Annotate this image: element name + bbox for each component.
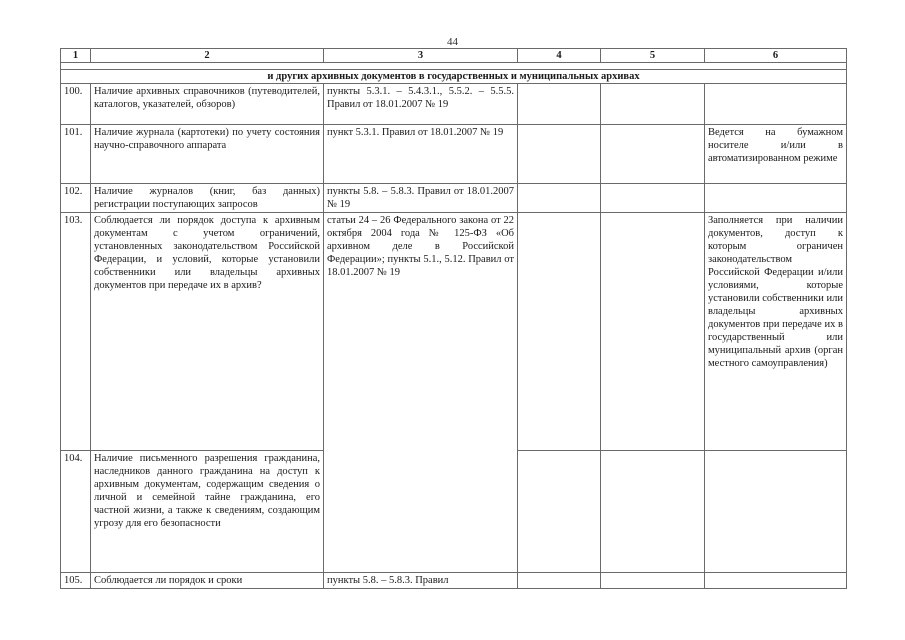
question-cell: Наличие письменного разрешения гражданина, наследников данного гражданина на доступ к архивным документам, содержащим сведения о личной и семейной тайне гражданина, его частной жизни, а также к сведениям, создающим угрозу для его безопасности bbox=[91, 451, 324, 573]
question-cell: Наличие журналов (книг, баз данных) регистрации поступающих запросов bbox=[91, 184, 324, 213]
note-cell bbox=[705, 451, 847, 573]
table-row bbox=[61, 84, 847, 125]
empty-cell bbox=[518, 213, 601, 451]
table-row bbox=[61, 213, 847, 451]
column-header: 2 bbox=[91, 49, 324, 63]
reference-cell: статьи 24 – 26 Федерального закона от 22 октября 2004 года № 125-ФЗ «Об архивном деле в Российской Федерации»; пункты 5.1., 5.12. Правил от 18.01.2007 № 19 bbox=[324, 213, 518, 573]
reference-cell: пункт 5.3.1. Правил от 18.01.2007 № 19 bbox=[324, 125, 518, 184]
row-number: 103. bbox=[61, 213, 91, 451]
question-cell: Соблюдается ли порядок доступа к архивным документам с учетом ограничений, установленных законодательством Российской Федерации, и условий, которые установили собственники или владельцы архивных документов при передаче их в архив? bbox=[91, 213, 324, 451]
empty-cell bbox=[518, 451, 601, 573]
reference-cell: пункты 5.8. – 5.8.3. Правил от 18.01.2007 № 19 bbox=[324, 184, 518, 213]
inspection-table bbox=[60, 48, 847, 589]
empty-cell bbox=[518, 184, 601, 213]
column-header: 3 bbox=[324, 49, 518, 63]
question-cell: Наличие журнала (картотеки) по учету состояния научно-справочного аппарата bbox=[91, 125, 324, 184]
reference-cell: пункты 5.3.1. – 5.4.3.1., 5.5.2. – 5.5.5. Правил от 18.01.2007 № 19 bbox=[324, 84, 518, 125]
column-header: 5 bbox=[601, 49, 705, 63]
spacer-row bbox=[61, 63, 847, 70]
row-number: 102. bbox=[61, 184, 91, 213]
empty-cell bbox=[518, 84, 601, 125]
header-row bbox=[61, 49, 847, 63]
column-header: 4 bbox=[518, 49, 601, 63]
table-row bbox=[61, 573, 847, 589]
column-header: 6 bbox=[705, 49, 847, 63]
question-cell: Соблюдается ли порядок и сроки bbox=[91, 573, 324, 589]
note-cell: Заполняется при наличии документов, доступ к которым ограничен законодательством Российской Федерации и/или условиями, которые установили собственники или владельцы архивных документов при передаче их в государственный или муниципальный архив (орган местного самоуправления) bbox=[705, 213, 847, 451]
empty-cell bbox=[601, 125, 705, 184]
page-number: 44 bbox=[447, 36, 458, 48]
column-header: 1 bbox=[61, 49, 91, 63]
note-cell bbox=[705, 184, 847, 213]
table-row bbox=[61, 125, 847, 184]
empty-cell bbox=[518, 573, 601, 589]
empty-cell bbox=[518, 125, 601, 184]
question-cell: Наличие архивных справочников (путеводителей, каталогов, указателей, обзоров) bbox=[91, 84, 324, 125]
empty-cell bbox=[601, 184, 705, 213]
note-cell bbox=[705, 573, 847, 589]
reference-cell: пункты 5.8. – 5.8.3. Правил bbox=[324, 573, 518, 589]
note-cell: Ведется на бумажном носителе и/или в автоматизированном режиме bbox=[705, 125, 847, 184]
empty-cell bbox=[601, 213, 705, 451]
note-cell bbox=[705, 84, 847, 125]
row-number: 105. bbox=[61, 573, 91, 589]
empty-cell bbox=[601, 451, 705, 573]
row-number: 101. bbox=[61, 125, 91, 184]
row-number: 104. bbox=[61, 451, 91, 573]
table-row bbox=[61, 184, 847, 213]
row-number: 100. bbox=[61, 84, 91, 125]
section-row bbox=[61, 70, 847, 84]
section-title: и других архивных документов в государственных и муниципальных архивах bbox=[61, 70, 847, 84]
empty-cell bbox=[601, 573, 705, 589]
empty-cell bbox=[601, 84, 705, 125]
